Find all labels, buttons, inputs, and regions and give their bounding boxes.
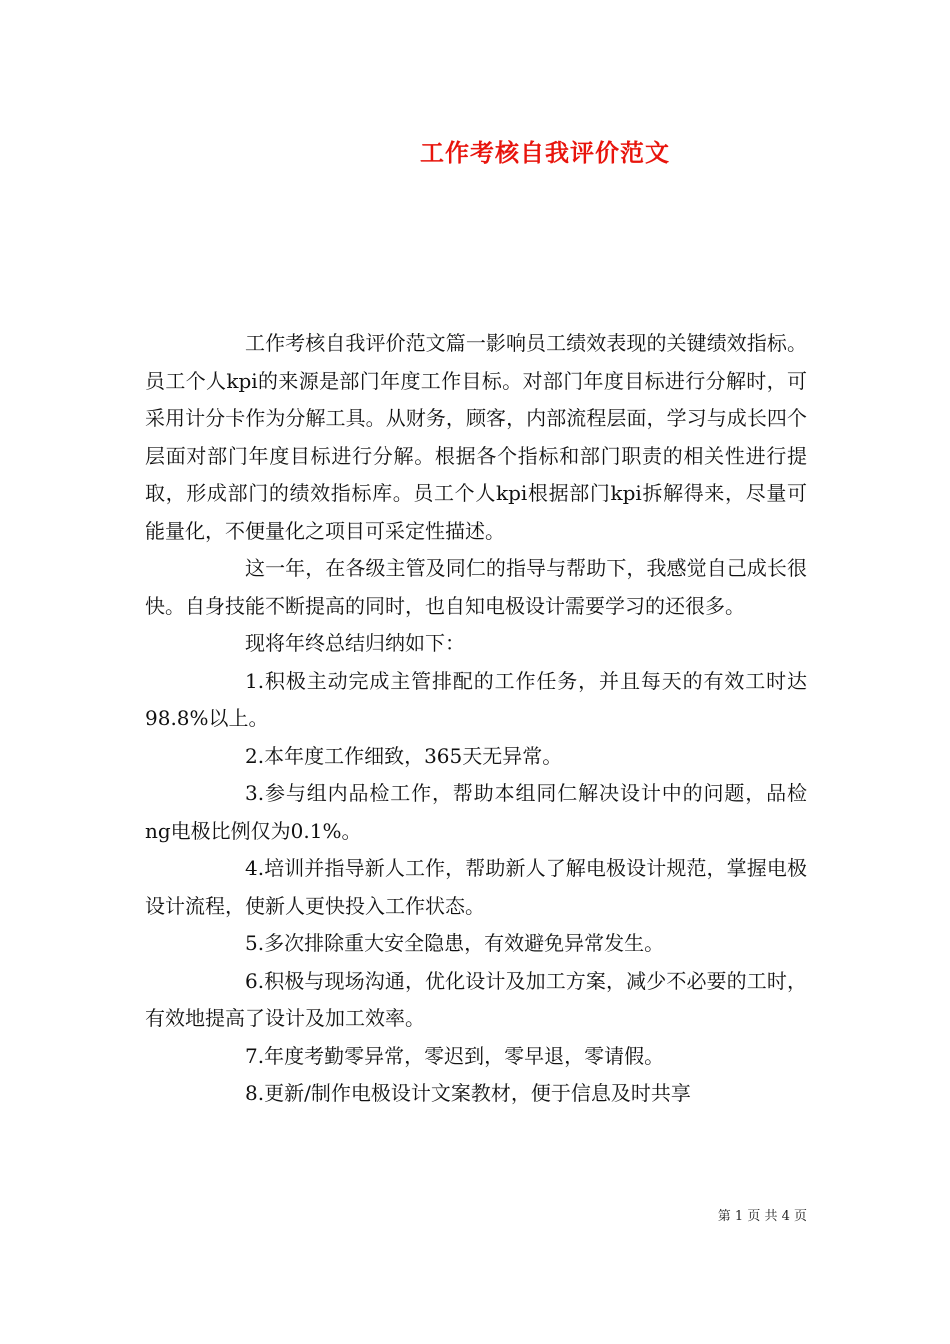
list-item: 4.培训并指导新人工作，帮助新人了解电极设计规范，掌握电极设计流程，使新人更快投入工作状态。 <box>145 856 807 918</box>
document-body <box>145 325 807 1113</box>
paragraph: 工作考核自我评价范文篇一影响员工绩效表现的关键绩效指标。员工个人kpi的来源是部门年度工作目标。对部门年度目标进行分解时，可采用计分卡作为分解工具。从财务，顾客，内部流程层面，学习与成长四个层面对部门年度目标进行分解。根据各个指标和部门职责的相关性进行提取，形成部门的绩效指标库。员工个人kpi根据部门kpi拆解得来，尽量可能量化，不便量化之项目可采定性描述。 <box>145 331 807 543</box>
page-number-footer: 第 1 页 共 4 页 <box>717 1209 807 1224</box>
list-item: 7.年度考勤零异常，零迟到，零早退，零请假。 <box>245 1043 665 1068</box>
list-item: 1.积极主动完成主管排配的工作任务，并且每天的有效工时达98.8%以上。 <box>145 668 807 730</box>
paragraph: 这一年，在各级主管及同仁的指导与帮助下，我感觉自己成长很快。自身技能不断提高的同时，也自知电极设计需要学习的还很多。 <box>145 556 807 618</box>
paragraph: 现将年终总结归纳如下： <box>245 631 465 655</box>
document-title: 工作考核自我评价范文 <box>420 138 670 167</box>
list-item: 6.积极与现场沟通，优化设计及加工方案，减少不必要的工时，有效地提高了设计及加工效率。 <box>145 968 807 1030</box>
list-item: 2.本年度工作细致，365天无异常。 <box>245 743 563 768</box>
list-item: 3.参与组内品检工作，帮助本组同仁解决设计中的问题，品检ng电极比例仅为0.1%。 <box>145 781 807 843</box>
list-item: 5.多次排除重大安全隐患，有效避免异常发生。 <box>245 931 665 955</box>
list-item: 8.更新/制作电极设计文案教材，便于信息及时共享 <box>245 1081 691 1105</box>
